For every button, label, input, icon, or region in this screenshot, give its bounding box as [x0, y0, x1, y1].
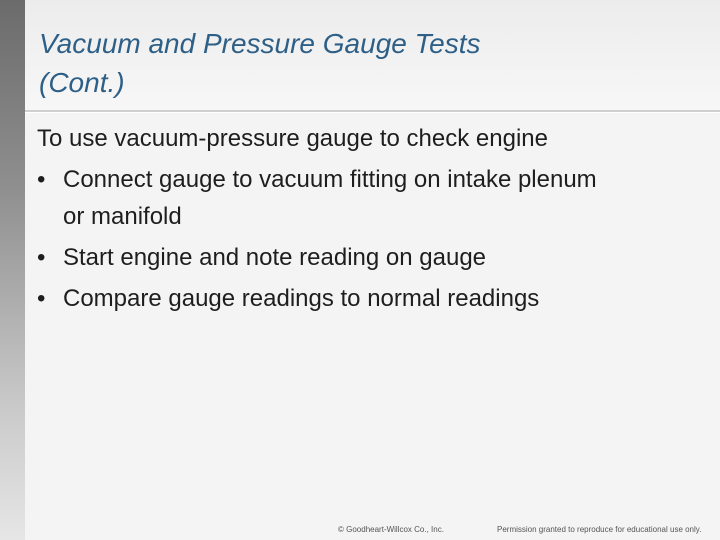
footer-copyright: © Goodheart-Willcox Co., Inc.	[338, 525, 444, 534]
bullet-item-3	[37, 278, 707, 319]
bullet-text-1b: or manifold	[63, 203, 182, 230]
slide-body	[37, 118, 707, 319]
slide-title-line-2: (Cont.)	[39, 67, 125, 98]
bullet-text-3: Compare gauge readings to normal readings	[63, 285, 540, 312]
left-gradient-bar	[0, 0, 25, 540]
bullet-marker: •	[37, 285, 46, 312]
bullet-text-1a: Connect gauge to vacuum fitting on intake plenum	[63, 166, 597, 193]
bullet-text-2: Start engine and note reading on gauge	[63, 244, 487, 271]
slide-title	[39, 24, 699, 102]
bullet-marker: •	[37, 244, 46, 271]
bullet-item-2	[37, 237, 707, 278]
slide-title-line-1: Vacuum and Pressure Gauge Tests	[39, 28, 481, 59]
title-divider	[25, 110, 720, 112]
bullet-marker: •	[37, 166, 46, 193]
intro-text: To use vacuum-pressure gauge to check engine	[37, 125, 548, 152]
bullet-item-1	[37, 159, 707, 237]
footer-permission: Permission granted to reproduce for educational use only.	[497, 525, 702, 534]
bullet-list	[37, 159, 707, 319]
